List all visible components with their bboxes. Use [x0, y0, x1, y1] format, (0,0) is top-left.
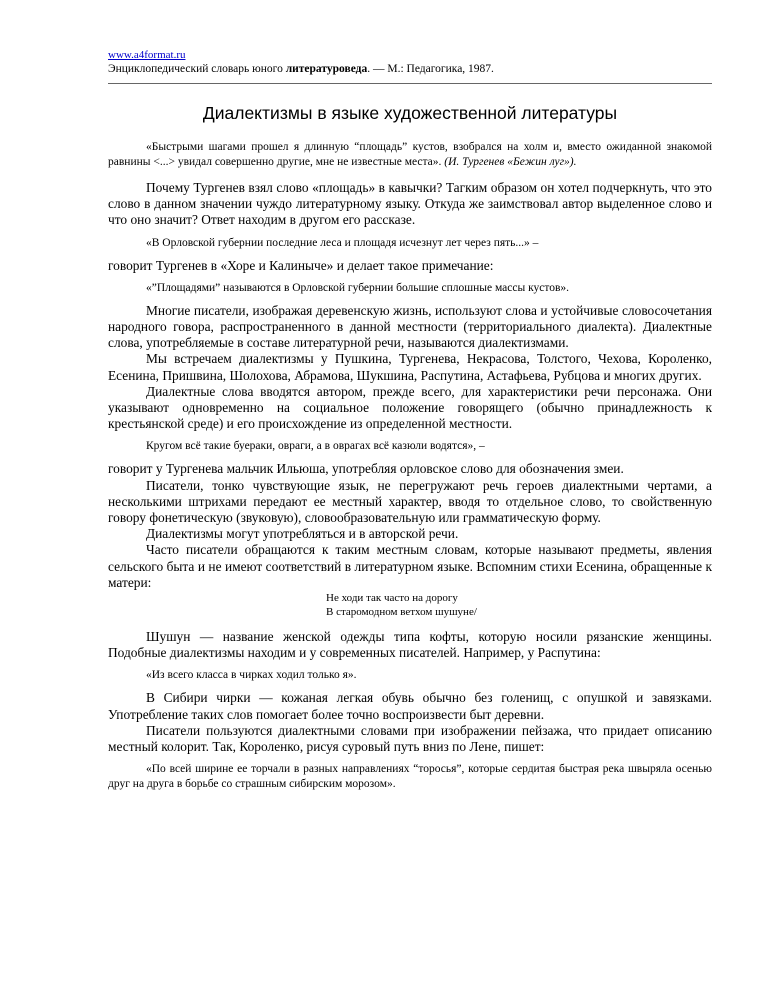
paragraph-12: Писатели пользуются диалектными словами при изображении пейзажа, что придает описанию местный колорит. Так, Короленко, рисуя суровый путь вниз по Лене, пишет:: [108, 722, 712, 755]
epigraph: [108, 140, 712, 170]
paragraph-8: Диалектизмы могут употребляться и в авторской речи.: [146, 526, 459, 542]
source-link[interactable]: www.a4format.ru: [108, 49, 186, 61]
paragraph-5: Диалектные слова вводятся автором, прежде всего, для характеристики речи персонажа. Они указывают одновременно на социальное положение говорящего (обычно принадлежность к крестьянской среде) и его происхождение из определенной местности.: [108, 383, 712, 432]
page-title: Диалектизмы в языке художественной литературы: [202, 103, 618, 123]
paragraph-1: Почему Тургенев взял слово «площадь» в кавычки? Тагким образом он хотел подчеркнуть, что это слово в данном значении чуждо литературному языку. Откуда же заимствовал автор выделенное слово и что оно значит? Ответ находим в другом его рассказе.: [108, 180, 712, 228]
source-pre: Энциклопедический словарь юного: [108, 63, 286, 75]
quote-1: «В Орловской губернии последние леса и площадя исчезнут лет через пять...» –: [146, 236, 539, 249]
poem-line: В старомодном ветхом шушуне/: [326, 606, 477, 619]
paragraph-10: Шушун — название женской одежды типа кофты, которую носили рязанские женщины. Подобные диалектизмы находим и у современных писателей. Например, у Распутина:: [108, 629, 712, 661]
paragraph-9: Часто писатели обращаются к таким местным словам, которые называют предметы, явления сельского быта и не имеют соответствий в литературном языке. Вспомним стихи Есенина, обращенные к матери:: [108, 542, 712, 590]
quote-3: Кругом всё такие буераки, овраги, а в оврагах всё казюли водятся», –: [146, 440, 485, 453]
poem-line: Не ходи так часто на дорогу: [326, 592, 458, 605]
quote-4: «Из всего класса в чирках ходил только я».: [146, 669, 357, 682]
epigraph-text: «Быстрыми шагами прошел я длинную “площадь” кустов, взобрался на холм и, вместо ожиданной знакомой равнины <...> увидал совершенно другие, мне не известные места».: [108, 141, 712, 168]
paragraph-2: говорит Тургенев в «Хоре и Калиныче» и делает такое примечание:: [108, 257, 494, 273]
source-citation: [108, 62, 712, 77]
source-bold: литературоведа: [285, 63, 368, 75]
paragraph-6: говорит у Тургенева мальчик Ильюша, употребляя орловское слово для обозначения змеи.: [108, 461, 624, 477]
epigraph-attribution: (И. Тургенев «Бежин луг»).: [444, 156, 577, 168]
paragraph-7: Писатели, тонко чувствующие язык, не перегружают речь героев диалектными чертами, а несколькими штрихами передают ее местный характер, вводя то отдельное слово, то свойственную говору фонетическую (звуковую), словообразовательную или грамматическую форму.: [108, 477, 712, 526]
quote-5: «По всей ширине ее торчали в разных направлениях “торосья”, которые сердитая быстрая река швыряла осенью друг на друга в борьбе со страшным сибирским морозом».: [108, 763, 712, 791]
paragraph-4: Мы встречаем диалектизмы у Пушкина, Тургенева, Некрасова, Толстого, Чехова, Короленко, Есенина, Пришвина, Шолохова, Абрамова, Шукшина, Распутина, Астафьева, Рубцова и многих других.: [108, 351, 712, 383]
paragraph-3: Многие писатели, изображая деревенскую жизнь, используют слова и устойчивые словосочетания народного говора, распространенного в данной местности (территориального диалекта). Диалектные слова, употребляемые в составе литературной речи, называются диалектизмами.: [108, 302, 712, 351]
header-divider: [108, 83, 712, 84]
document-page: [108, 48, 712, 792]
poem: [326, 591, 712, 619]
paragraph-11: В Сибири чирки — кожаная легкая обувь обычно без голенищ, с опушкой и завязками. Употребление таких слов помогает более точно воспроизвести быт деревни.: [108, 690, 712, 722]
source-post: . — М.: Педагогика, 1987.: [367, 63, 494, 75]
quote-2: «”Площадями” называются в Орловской губернии большие сплошные массы кустов».: [146, 281, 570, 294]
